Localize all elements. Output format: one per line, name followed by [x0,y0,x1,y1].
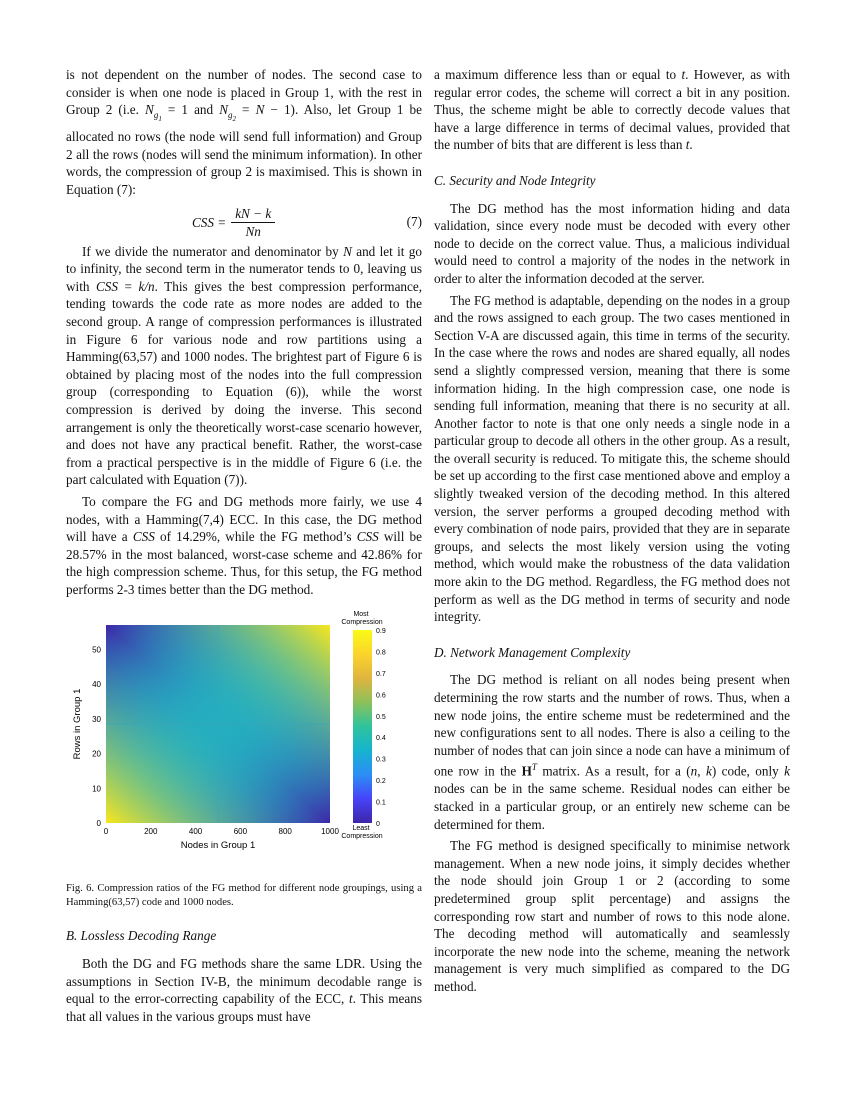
figure-caption: Fig. 6. Compression ratios of the FG method for different node groupings, using a Hamming(63,57) code and 1000 nodes. [66,883,422,908]
colorbar-tick-label: 0.8 [376,649,386,657]
equation-denominator: Nn [245,224,261,240]
paragraph: is not dependent on the number of nodes. The second case to consider is when one node is placed in Group 1, with the rest in Group 2 (i.e. $N_{g_1} = 1$ and $N_{g_2} = N - 1$). Also, let Group 1 be allocated no rows (the node will send full information) and Group 2 all the rows (nodes will send the minimum information). In other words, the compression of group 2 is maximised. This is shown in Equation (7): [66,67,423,197]
colorbar-tick-label: 0.4 [376,735,386,743]
section-heading-c: C. Security and Node Integrity [434,172,596,188]
x-tick-label: 200 [144,827,158,837]
y-tick-label: 0 [96,819,101,829]
colorbar-tick-label: 0 [376,821,380,829]
y-tick-label: 30 [92,715,101,725]
x-tick-label: 400 [188,827,203,837]
colorbar-tick-label: 0.2 [376,778,386,786]
y-tick-label: 10 [92,784,101,794]
x-tick-label: 1000 [321,827,339,837]
colorbar [353,630,372,823]
left-column [66,66,422,1029]
x-axis-label: Nodes in Group 1 [180,840,256,852]
paragraph: The FG method is designed specifically to minimise network management. When a new node joins, it simply decides whether the node should join Group 1 or 2 (according to some predetermined group split percentage) and assigns the corresponding row start and number of rows to this node alone. The decoding method will automatically and seamlessly incorporate the new node into the scheme, meaning the network management is very much simplified as compared to the DG method. [434,838,790,994]
colorbar-top-label: Most Compression [341,611,383,627]
colorbar-tick-label: 0.9 [376,628,386,636]
colorbar-bottom-label: Least Compression [341,825,383,841]
y-axis-ticks [92,646,101,829]
y-tick-label: 50 [92,645,101,655]
colorbar-ticks [376,628,386,828]
paragraph: The FG method is adaptable, depending on the nodes in a group and the rows assigned to each group. The two cases mentioned in Section V-A are discussed again, this time in terms of the security. In the case where the rows and nodes are shared equally, all nodes send a slightly compressed version, meaning that there is some information hiding. In the high compression case, one node is sending full information, meaning that there is no security at all. Another factor to note is that one only needs a single node in a particular group to decode all others in the other group. As a result, the overall security is reduced. To mitigate this, the scheme should be set up according to the first case mentioned above and employ a slightly tweaked version of the decoding method. In this altered version, the server performs a grouped decoding method with every combination of node pairs, provided that they are in separate groups, and selects the most likely version using the voting method, which would make the robustness of the data validation more akin to the DG method. Regardless, the FG method does not perform as well as the DG method in terms of security and node integrity. [434,292,790,625]
paragraph: The DG method has the most information hiding and data validation, since every node must be decoded with every other node to decide on the correct value. Thus, a malicious individual would need to control a majority of the nodes in the network in order to alter the information decoded at the server. [434,200,790,286]
x-tick-label: 0 [103,827,109,837]
right-column [434,66,790,999]
equation-7 [66,203,422,240]
paragraph: If we divide the numerator and denominator by N and let it go to infinity, the second term in the numerator tends to 0, leaving us with CSS = k/n. This gives the best compression performance, tending towards the code rate as more nodes are added to the second group. A range of compression performances is illustrated in Figure 6 for various node and row partitions using a Hamming(63,57) and 1000 nodes. The brightest part of Figure 6 is obtained by placing most of the nodes into the full compression group (corresponding to Equation (6)), while the worst compression is derived by doing the inverse. This second arrangement is only the theoretically worst-case scenario however, and does not have any practical benefit. Rather, the worst-case from a practical perspective is in the middle of Figure 6 (i.e. the part calculated with Equation (7)). [66,243,423,488]
figure-6 [66,611,422,868]
y-axis-label: Rows in Group 1 [72,689,83,760]
section-heading-b: B. Lossless Decoding Range [66,928,217,944]
equation-lhs: CSS = [192,214,227,230]
equation-numerator: kN − k [231,205,275,224]
colorbar-tick-label: 0.5 [376,714,386,722]
equation-label: (7) [406,213,422,229]
section-heading-d: D. Network Management Complexity [434,644,631,660]
paragraph: To compare the FG and DG methods more fairly, we use 4 nodes, with a Hamming(7,4) ECC. In this case, the DG method will have a CSS of 14.29%, while the FG method’s CSS will be 28.57% in the most balanced, worst-case scheme and 42.86% for the high compression scheme. Thus, for this setup, the FG method performs 2-3 times better than the DG method. [66,493,423,597]
x-axis-ticks [104,827,340,836]
paragraph: The DG method is reliant on all nodes being present when determining the row starts and the number of rows. Thus, when a new node joins, the entire scheme must be redetermined and the new configurations sent to all nodes. There is also a ceiling to the number of nodes that can join since a node can have a minimum of one row in the $H^T$ matrix. As a result, for a (n, k) code, only k nodes can be in the same scheme. Residual nodes can either be stacked in a particular group, or an entirely new scheme can be determined for them. [434,672,791,832]
paragraph: Both the DG and FG methods share the same LDR. Using the assumptions in Section IV-B, the minimum decodable range is equal to the error-correcting capability of the ECC, t. This means that all values in the various groups must have [66,956,422,1024]
x-tick-label: 800 [278,827,292,837]
x-tick-label: 600 [233,827,248,837]
y-tick-label: 20 [92,749,101,759]
colorbar-tick-label: 0.1 [376,800,386,808]
colorbar-tick-label: 0.3 [376,757,386,765]
colorbar-tick-label: 0.7 [376,671,386,679]
heatmap-chart [66,611,422,868]
paragraph: a maximum difference less than or equal to t. However, as with regular error codes, the scheme will correct a bit in any position. Thus, the scheme might be able to correctly decode values that have a large difference in terms of decimal values, provided that the number of bits that are different is less than t. [434,67,790,153]
y-tick-label: 40 [92,680,101,690]
colorbar-tick-label: 0.6 [376,692,386,700]
